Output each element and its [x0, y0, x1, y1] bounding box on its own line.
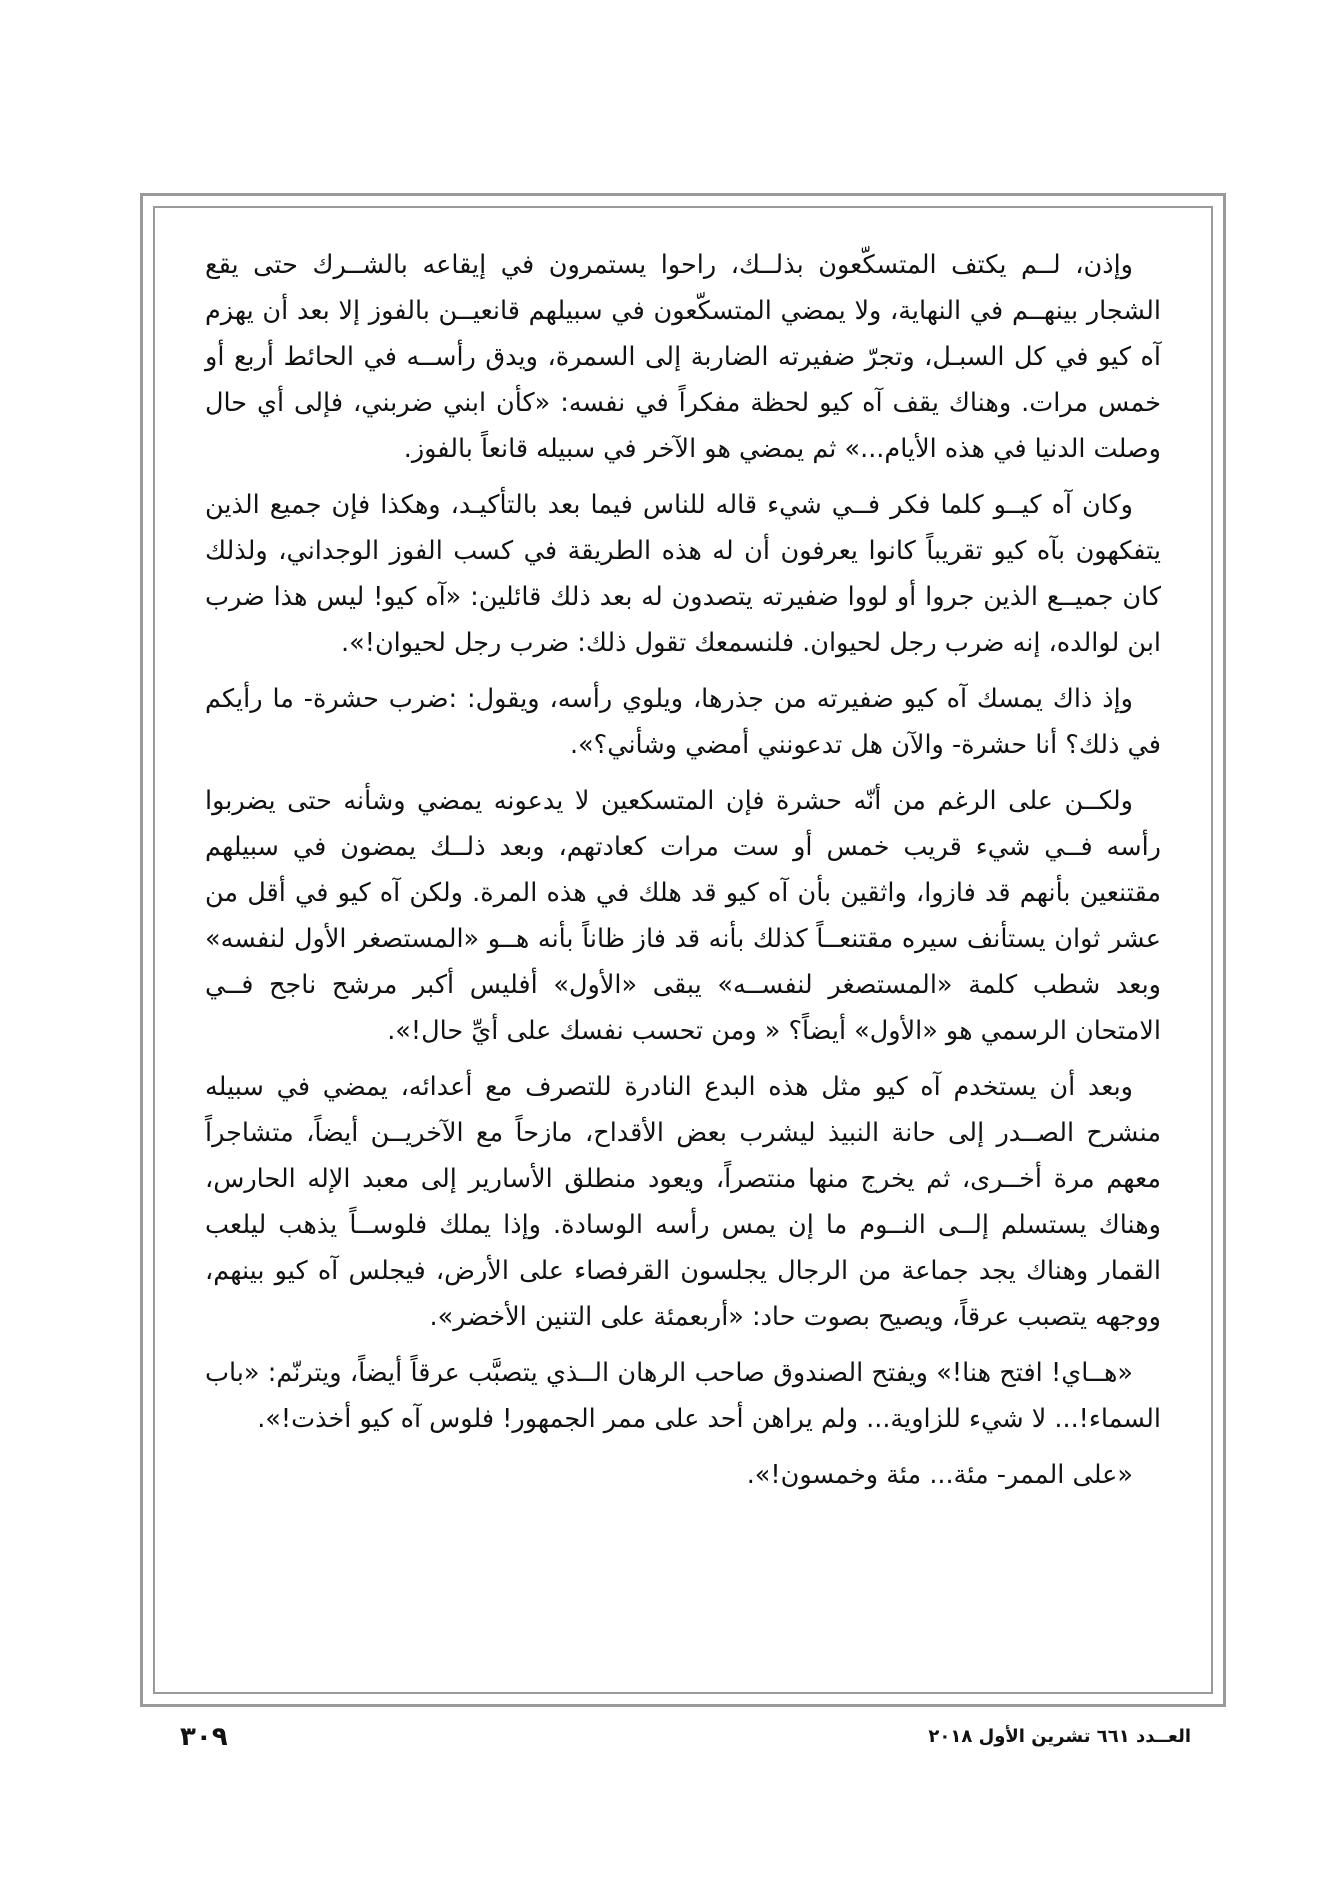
paragraph-3: وإذ ذاك يمسك آه كيو ضفيرته من جذرها، ويلوي رأسه، ويقول: :ضرب حشرة- ما رأيكم في ذلك؟ أنا حشرة- والآن هل تدعونني أمضي وشأني؟». — [205, 684, 1161, 760]
paragraph-5: وبعد أن يستخدم آه كيو مثل هذه البدع النادرة للتصرف مع أعدائه، يمضي في سبيله منشرح الصــدر إلى حانة النبيذ ليشرب بعض الأقداح، مازحاً مع الآخريــن أيضاً، متشاجراً معهم مرة أخــرى، ثم يخرج منها منتصراً، ويعود منطلق الأسارير إلى معبد الإله الحارس، وهناك يستسلم إلــى النــوم ما إن يمس رأسه الوسادة. وإذا يملك فلوســاً يذهب ليلعب القمار وهناك يجد جماعة من الرجال يجلسون القرفصاء على الأرض، فيجلس آه كيو بينهم، ووجهه يتصبب عرقاً، ويصيح بصوت حاد: «أربعمئة على التنين الأخضر». — [205, 1072, 1161, 1332]
paragraph-4: ولكــن على الرغم من أنّه حشرة فإن المتسكعين لا يدعونه يمضي وشأنه حتى يضربوا رأسه فــي شيء قريب خمس أو ست مرات كعادتهم، وبعد ذلــك يمضون في سبيلهم مقتنعين بأنهم قد فازوا، واثقين بأن آه كيو قد هلك في هذه المرة. ولكن آه كيو في أقل من عشر ثوان يستأنف سيره مقتنعــاً كذلك بأنه قد فاز ظاناً بأنه هــو «المستصغر الأول لنفسه» وبعد شطب كلمة «المستصغر لنفســه» يبقى «الأول» أفليس أكبر مرشح ناجح فــي الامتحان الرسمي هو «الأول» أيضاً؟ « ومن تحسب نفسك على أيِّ حال!». — [205, 786, 1161, 1046]
page-footer — [0, 1722, 1339, 1762]
paragraph-6: «هــاي! افتح هنا!» ويفتح الصندوق صاحب الرهان الــذي يتصبَّب عرقاً أيضاً، ويترنّم: «باب السماء!... لا شيء للزاوية... ولم يراهن أحد على ممر الجمهور! فلوس آه كيو أخذت!». — [205, 1358, 1161, 1434]
paragraph-1: وإذن، لــم يكتف المتسكّعون بذلــك، راحوا يستمرون في إيقاعه بالشــرك حتى يقع الشجار بينهــم في النهاية، ولا يمضي المتسكّعون في سبيلهم قانعيــن بالفوز إلا بعد أن يهزم آه كيو في كل السبـل، وتجرّ ضفيرته الضاربة إلى السمرة، ويدق رأســه في الحائط أربع أو خمس مرات. وهناك يقف آه كيو لحظة مفكراً في نفسه: «كأن ابني ضربني، فإلى أي حال وصلت الدنيا في هذه الأيام...» ثم يمضي هو الآخر في سبيله قانعاً بالفوز. — [205, 250, 1161, 464]
page-frame-outer — [140, 193, 1226, 1707]
page-number: ٣٠٩ — [180, 1722, 228, 1752]
page-frame-inner — [153, 206, 1213, 1694]
issue-info: العــدد ٦٦١ تشرين الأول ٢٠١٨ — [928, 1726, 1191, 1747]
paragraph-2: وكان آه كيــو كلما فكر فــي شيء قاله للناس فيما بعد بالتأكيـد، وهكذا فإن جميع الذين يتفكهون بآه كيو تقريباً كانوا يعرفون أن له هذه الطريقة في كسب الفوز الوجداني، ولذلك كان جميــع الذين جروا أو لووا ضفيرته يتصدون له بعد ذلك قائلين: «آه كيو! ليس هذا ضرب ابن لوالده، إنه ضرب رجل لحيوان. فلنسمعك تقول ذلك: ضرب رجل لحيوان!». — [205, 490, 1161, 658]
article-body — [205, 242, 1161, 1508]
paragraph-7: «على الممر- مئة... مئة وخمسون!». — [746, 1460, 1133, 1490]
